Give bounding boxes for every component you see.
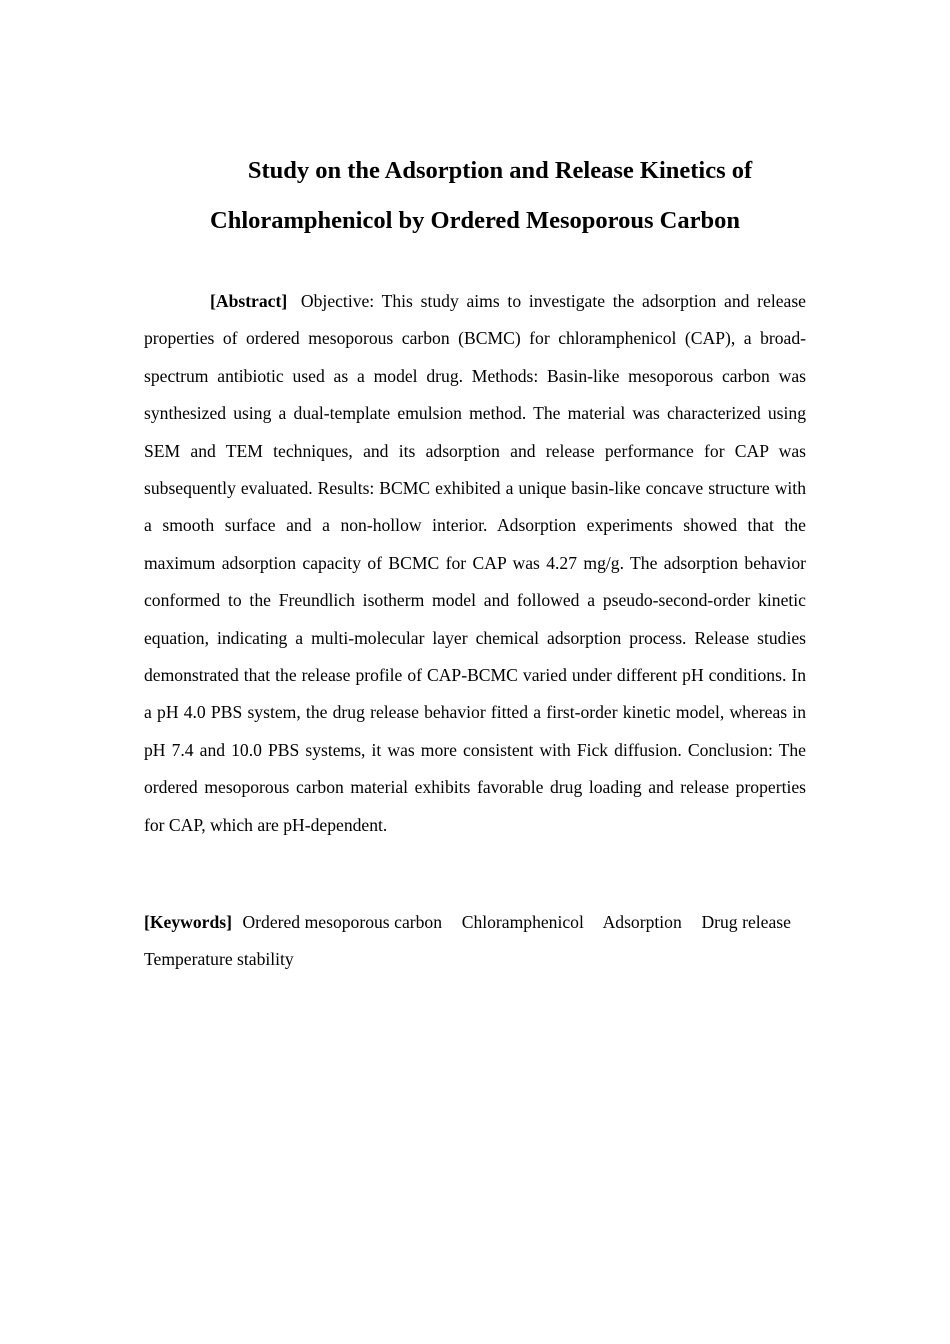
keywords-label: [Keywords] [144, 912, 232, 932]
title-line-1: Study on the Adsorption and Release Kinetics of [247, 157, 753, 184]
abstract-label: [Abstract] [210, 291, 288, 311]
paper-title [0, 146, 950, 246]
keyword-item: Adsorption [602, 912, 682, 932]
abstract-text: Objective: This study aims to investigate the adsorption and release properties of ordered mesoporous carbon (BCMC) for chloramphenicol (CAP), a broad-spectrum antibiotic used as a model drug. Methods: Basin-like mesoporous carbon was synthesized using a dual-template emulsion method. The material was characterized using SEM and TEM techniques, and its adsorption and release performance for CAP was subsequently evaluated. Results: BCMC exhibited a unique basin-like concave structure with a smooth surface and a non-hollow interior. Adsorption experiments showed that the maximum adsorption capacity of BCMC for CAP was 4.27 mg/g. The adsorption behavior conformed to the Freundlich isotherm model and followed a pseudo-second-order kinetic equation, indicating a multi-molecular layer chemical adsorption process. Release studies demonstrated that the release profile of CAP-BCMC varied under different pH conditions. In a pH 4.0 PBS system, the drug release behavior fitted a first-order kinetic model, whereas in pH 7.4 and 10.0 PBS systems, it was more consistent with Fick diffusion. Conclusion: The ordered mesoporous carbon material exhibits favorable drug loading and release properties for CAP, which are pH-dependent. [144, 291, 806, 835]
keyword-item: Temperature stability [144, 949, 294, 970]
abstract-paragraph [144, 283, 806, 844]
title-line-2: Chloramphenicol by Ordered Mesoporous Carbon [210, 207, 740, 234]
keyword-item: Drug release [701, 912, 791, 932]
keywords-paragraph [144, 904, 806, 979]
keyword-item: Ordered mesoporous carbon [242, 912, 443, 932]
keyword-item: Chloramphenicol [461, 912, 584, 932]
